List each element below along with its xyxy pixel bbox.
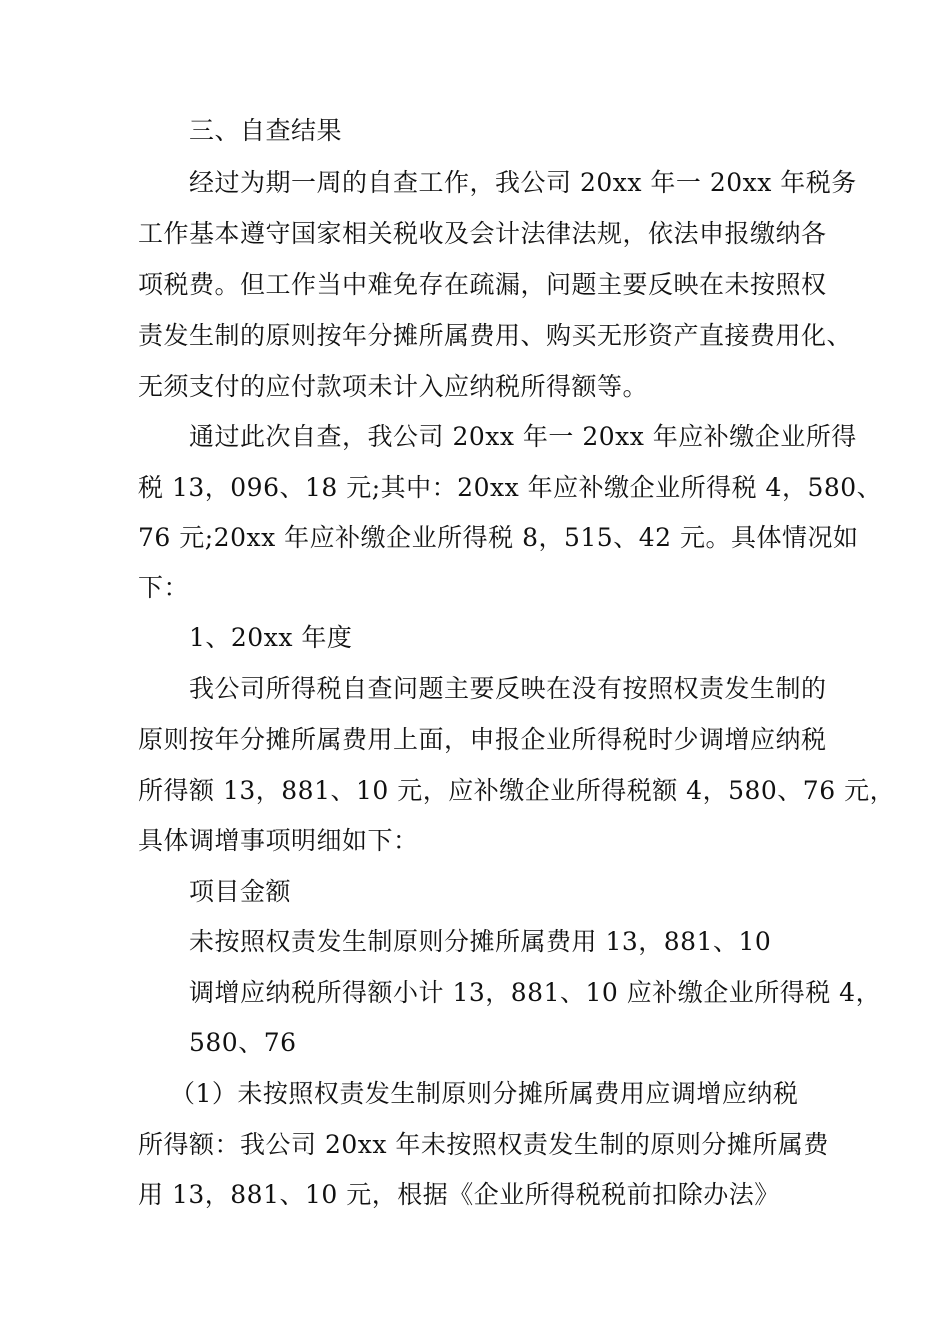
paragraph-line: 无须支付的应付款项未计入应纳税所得额等。 xyxy=(138,372,649,401)
paragraph-line: 76 元;20xx 年应补缴企业所得税 8，515、42 元。具体情况如 xyxy=(138,523,859,552)
paragraph-line: 通过此次自查，我公司 20xx 年一 20xx 年应补缴企业所得 xyxy=(189,422,857,451)
paragraph-line: 用 13，881、10 元，根据《企业所得税税前扣除办法》 xyxy=(138,1180,780,1209)
table-header-line: 项目金额 xyxy=(189,877,292,906)
table-row-line: 调增应纳税所得额小计 13，881、10 应补缴企业所得税 4， xyxy=(189,978,882,1007)
paragraph-line: 税 13，096、18 元;其中：20xx 年应补缴企业所得税 4，580、 xyxy=(138,473,883,502)
paragraph-line: 经过为期一周的自查工作，我公司 20xx 年一 20xx 年税务 xyxy=(189,168,857,197)
paragraph-line: 工作基本遵守国家相关税收及会计法律法规，依法申报缴纳各 xyxy=(138,219,827,248)
paragraph-line: 所得额 13，881、10 元，应补缴企业所得税额 4，580、76 元， xyxy=(138,776,896,805)
subsection-heading: 1、20xx 年度 xyxy=(189,623,353,652)
paragraph-line: 原则按年分摊所属费用上面，申报企业所得税时少调增应纳税 xyxy=(138,725,827,754)
paragraph-line: 责发生制的原则按年分摊所属费用、购买无形资产直接费用化、 xyxy=(138,321,853,350)
paragraph-line: 具体调增事项明细如下： xyxy=(138,826,419,855)
section-heading: 三、自查结果 xyxy=(189,116,343,145)
paragraph-line: 下： xyxy=(138,573,190,602)
table-row-line: 未按照权责发生制原则分摊所属费用 13，881、10 xyxy=(189,927,772,956)
table-row-line: 580、76 xyxy=(189,1028,297,1057)
paragraph-line: 项税费。但工作当中难免存在疏漏，问题主要反映在未按照权 xyxy=(138,270,827,299)
paragraph-line: （1）未按照权责发生制原则分摊所属费用应调增应纳税 xyxy=(170,1079,799,1108)
paragraph-line: 我公司所得税自查问题主要反映在没有按照权责发生制的 xyxy=(189,674,827,703)
paragraph-line: 所得额：我公司 20xx 年未按照权责发生制的原则分摊所属费 xyxy=(138,1130,829,1159)
